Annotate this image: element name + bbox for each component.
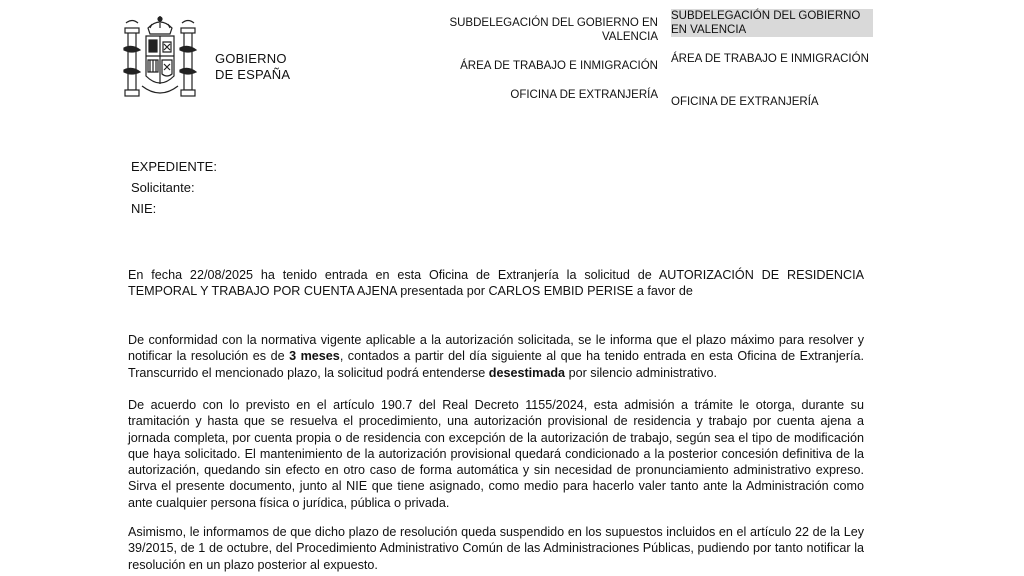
p2-text-a: De conformidad con la normativa vigente aplicable a la autorización solicitada, se le informa que el plazo máximo para resolver y notificar la resolución es de — [128, 333, 864, 364]
paragraph-resolution-deadline — [128, 332, 864, 381]
p2-text-b: , contados a partir del día siguiente al que ha tenido entrada en esta Oficina de Extranjería. Transcurrido el mencionado plazo, la solicitud podrá entenderse — [128, 349, 865, 380]
nie-label: NIE: — [131, 201, 157, 216]
p2-bold-term: 3 meses — [289, 349, 340, 364]
header-left-oficina: OFICINA DE EXTRANJERÍA — [510, 89, 658, 101]
paragraph-entry-notice: En fecha 22/08/2025 ha tenido entrada en esta Oficina de Extranjería la solicitud de AUTORIZACIÓN DE RESIDENCIA TEMPORAL Y TRABAJO POR CUENTA AJENA presentada por CARLOS EMBID PERISE a favor de — [128, 268, 864, 299]
p2-bold-desestimada: desestimada — [488, 365, 566, 380]
solicitante-label: Solicitante: — [131, 180, 195, 195]
header-left-area: ÁREA DE TRABAJO E INMIGRACIÓN — [460, 60, 658, 72]
paragraph-provisional-authorization: De acuerdo con lo previsto en el artículo 190.7 del Real Decreto 1155/2024, esta admisión a trámite le otorga, durante su tramitación y hasta que se resuelva el procedimiento, una autorización provisional de residencia y trabajo por cuenta ajena a jornada completa, por cuenta propia o de residencia con excepción de la autorización de trabajo, según sea el tipo de modificación que haya solicitado. El mantenimiento de la autorización provisional quedará condicionado a la posterior concesión definitiva de la autorización, quedando sin efecto en otro caso de forma automática y sin necesidad de pronunciamiento administrativo expreso. Sirva el presente documento, junto al NIE que tiene asignado, como medio para hacerlo valer tanto ante la Administración como ante cualquier persona física o jurídica, pública o privada. — [128, 398, 864, 510]
expediente-label: EXPEDIENTE: — [131, 159, 217, 174]
header-right-subdelegacion-highlighted: SUBDELEGACIÓN DEL GOBIERNO EN VALENCIA — [671, 9, 873, 37]
header-right-oficina: OFICINA DE EXTRANJERÍA — [671, 96, 819, 108]
government-name-line1: GOBIERNO — [215, 51, 287, 66]
government-name — [215, 51, 290, 83]
government-name-line2: DE ESPAÑA — [215, 67, 291, 82]
paragraph-suspension-notice: Asimismo, le informamos de que dicho plazo de resolución queda suspendido en los supuestos incluidos en el artículo 22 de la Ley 39/2015, de 1 de octubre, del Procedimiento Administrativo Común de las Administraciones Públicas, pudiendo por tanto notificar la resolución en un plazo posterior al expuesto. — [128, 525, 864, 572]
header-right-area: ÁREA DE TRABAJO E INMIGRACIÓN — [671, 53, 869, 65]
p2-text-c: por silencio administrativo. — [565, 365, 717, 380]
header-left-subdelegacion: SUBDELEGACIÓN DEL GOBIERNO EN VALENCIA — [449, 17, 658, 43]
coat-of-arms-icon — [122, 14, 198, 102]
